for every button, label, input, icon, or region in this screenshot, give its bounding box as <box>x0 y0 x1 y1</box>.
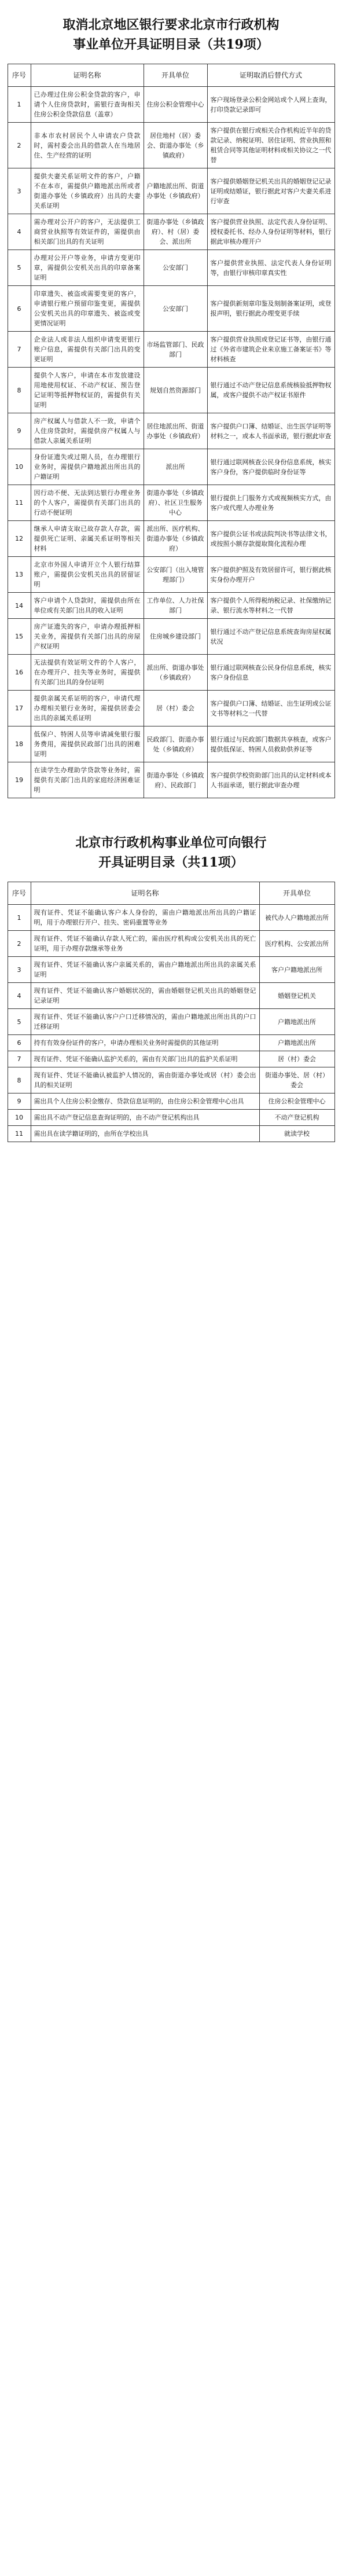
certificate-name: 现有证件、凭证不能确认客户婚姻状况的，需由婚姻登记机关出具的婚姻登记记录证明 <box>31 983 259 1009</box>
issuing-unit: 居住地派出所、街道办事处（乡镇政府） <box>144 413 207 449</box>
table1-header-row <box>8 64 334 87</box>
certificate-name: 现有证件、凭证不能确认被监护人情况的，需由街道办事处或居（村）委会出具的相关证明 <box>31 1067 259 1093</box>
certificate-name: 提供个人客户，申请在本市发放建设用地使用权证、不动产权证、预告登记证明等抵押物权证的，需提供有关证明 <box>31 368 144 413</box>
issuing-unit: 客户户籍地派出所 <box>259 957 334 983</box>
issuing-unit: 住房城乡建设部门 <box>144 619 207 655</box>
table2-header-row <box>8 882 334 905</box>
issuing-unit: 户籍地派出所 <box>259 1035 334 1051</box>
row-number: 10 <box>8 449 31 485</box>
certificate-name: 身份证遗失或过期人员，在办理银行业务时，需提供户籍地派出所出具的户籍证明 <box>31 449 144 485</box>
certificate-name: 现有证件、凭证不能确认客户本人身份的，需由户籍地派出所出具的户籍证明，用于办理银行开户、挂失、密码重置等业务 <box>31 905 259 931</box>
certificate-name: 需出具个人住房公积金缴存、贷款信息证明的，由住房公积金管理中心出具 <box>31 1093 259 1110</box>
replacement-method: 客户现场登录公积金网站或个人网上查询，打印贷款记录即可 <box>207 87 334 123</box>
issuing-unit: 规划自然资源部门 <box>144 368 207 413</box>
replacement-method: 银行通过与民政部门数据共享核查，或客户提供低保证、特困人员救助供养证等 <box>207 726 334 762</box>
table2-header-no: 序号 <box>8 882 31 905</box>
certificate-name: 需出具不动产登记信息查询证明的，由不动产登记机构出具 <box>31 1110 259 1126</box>
certificate-name: 企业法人或非法人组织申请变更银行账户信息，需提供有关部门出具的变更证明 <box>31 332 144 368</box>
table1 <box>8 64 335 798</box>
issuing-unit: 婚姻登记机关 <box>259 983 334 1009</box>
table-row <box>8 557 334 593</box>
issuing-unit: 街道办事处（乡镇政府）、社区卫生服务中心 <box>144 485 207 521</box>
replacement-method: 客户提供户口簿、结婚证、出生证明或公证文书等材料之一代替 <box>207 691 334 726</box>
issuing-unit: 不动产登记机构 <box>259 1110 334 1126</box>
table-row <box>8 1126 334 1142</box>
certificate-name: 无法提供有效证明文件的个人客户，在办理开户、挂失等业务时，需提供有关部门出具的身份证明 <box>31 655 144 691</box>
certificate-name: 现有证件、凭证不能确认客户户口迁移情况的，需由户籍地派出所出具的户口迁移证明 <box>31 1009 259 1035</box>
certificate-name: 因行动不便、无法到达银行办理业务的个人客户，需提供有关部门出具的行动不便证明 <box>31 485 144 521</box>
issuing-unit: 派出所 <box>144 449 207 485</box>
issuing-unit: 市场监管部门、民政部门 <box>144 332 207 368</box>
certificate-name: 客户申请个人贷款时，需提供由所在单位或有关部门出具的收入证明 <box>31 593 144 619</box>
row-number: 6 <box>8 1035 31 1051</box>
row-number: 4 <box>8 983 31 1009</box>
table-row <box>8 1035 334 1051</box>
table-row <box>8 214 334 250</box>
table1-header-method: 证明取消后替代方式 <box>207 64 334 87</box>
table-row <box>8 413 334 449</box>
certificate-name: 已办理过住房公积金贷款的客户，申请个人住房贷款时，需银行查询相关住房公积金贷款信息（盖章） <box>31 87 144 123</box>
row-number: 19 <box>8 762 31 798</box>
issuing-unit: 居住地村（居）委会、街道办事处（乡镇政府） <box>144 123 207 168</box>
table-row <box>8 931 334 957</box>
row-number: 5 <box>8 250 31 286</box>
replacement-method: 客户提供营业执照、法定代表人身份证明、授权委托书、经办人身份证明等材料，银行据此审核办理开户 <box>207 214 334 250</box>
row-number: 14 <box>8 593 31 619</box>
table-row <box>8 726 334 762</box>
bottom-spacer <box>0 1142 342 1156</box>
table1-header-no: 序号 <box>8 64 31 87</box>
certificate-name: 低保户、特困人员等申请减免银行服务费用，需提供民政部门出具的困难证明 <box>31 726 144 762</box>
certificate-name: 继承人申请支取已故存款人存款，需提供死亡证明、亲属关系证明等相关材料 <box>31 521 144 557</box>
table-row <box>8 905 334 931</box>
row-number: 12 <box>8 521 31 557</box>
table-row <box>8 485 334 521</box>
table2-body <box>8 905 334 1142</box>
row-number: 8 <box>8 368 31 413</box>
table-row <box>8 521 334 557</box>
table-row <box>8 87 334 123</box>
row-number: 15 <box>8 619 31 655</box>
row-number: 18 <box>8 726 31 762</box>
replacement-method: 客户提供学校资助部门出具的认定材料或本人书面承诺，银行据此审查办理 <box>207 762 334 798</box>
table-row <box>8 655 334 691</box>
table-row <box>8 332 334 368</box>
table2-title: 北京市行政机构事业单位可向银行 开具证明目录（共11项） <box>75 835 267 870</box>
certificate-name: 提供夫妻关系证明文件的客户，户籍不在本市，需提供户籍地派出所或者街道办事处（乡镇政府）出具的夫妻关系证明 <box>31 168 144 214</box>
table-row <box>8 1051 334 1067</box>
certificate-name: 北京市外国人申请开立个人银行结算账户，需提供公安机关出具的居留证明 <box>31 557 144 593</box>
certificate-name: 现有证件、凭证不能确认存款人死亡的，需由医疗机构或公安机关出具的死亡证明，用于办理存款继承等业务 <box>31 931 259 957</box>
row-number: 3 <box>8 168 31 214</box>
certificate-name: 持有有效身份证件的客户，申请办理相关业务时需提供的其他证明 <box>31 1035 259 1051</box>
row-number: 2 <box>8 123 31 168</box>
row-number: 6 <box>8 286 31 332</box>
certificate-name: 办理对公开户等业务，申请方变更印章，需提供公安机关出具的印章备案证明 <box>31 250 144 286</box>
replacement-method: 客户提供新刻章印鉴及刻制备案证明，或登报声明，银行据此办理变更手续 <box>207 286 334 332</box>
certificate-name: 房产证遗失的客户，申请办理抵押相关业务，需提供有关部门出具的房屋产权证明 <box>31 619 144 655</box>
table-row <box>8 957 334 983</box>
row-number: 10 <box>8 1110 31 1126</box>
row-number: 17 <box>8 691 31 726</box>
table2-header-unit: 开具单位 <box>259 882 334 905</box>
row-number: 5 <box>8 1009 31 1035</box>
row-number: 11 <box>8 485 31 521</box>
row-number: 8 <box>8 1067 31 1093</box>
certificate-name: 在读学生办理助学贷款等业务时，需提供有关部门出具的家庭经济困难证明 <box>31 762 144 798</box>
issuing-unit: 户籍地派出所 <box>259 1009 334 1035</box>
table2-header-name: 证明名称 <box>31 882 259 905</box>
issuing-unit: 公安部门 <box>144 250 207 286</box>
issuing-unit: 住房公积金管理中心 <box>259 1093 334 1110</box>
page <box>0 0 342 1156</box>
row-number: 2 <box>8 931 31 957</box>
replacement-method: 客户提供营业执照、法定代表人身份证明等，由银行审核印章真实性 <box>207 250 334 286</box>
table-row <box>8 762 334 798</box>
table-row <box>8 691 334 726</box>
table1-header-unit: 开具单位 <box>144 64 207 87</box>
replacement-method: 银行通过不动产登记信息系统查询房屋权属状况 <box>207 619 334 655</box>
issuing-unit: 公安部门（出入境管理部门） <box>144 557 207 593</box>
table-row <box>8 123 334 168</box>
table-row <box>8 1110 334 1126</box>
replacement-method: 客户提供在银行或相关合作机构近半年的贷款记录、纳税证明、居住证明、营业执照和租赁合同等其他证明材料或相关协议之一代替 <box>207 123 334 168</box>
table-row <box>8 250 334 286</box>
table2 <box>8 882 335 1142</box>
table-row <box>8 593 334 619</box>
table1-header-name: 证明名称 <box>31 64 144 87</box>
issuing-unit: 公安部门 <box>144 286 207 332</box>
certificate-name: 房产权属人与借款人不一致，申请个人住房贷款时，需提供房产权属人与借款人亲属关系证明 <box>31 413 144 449</box>
table-row <box>8 168 334 214</box>
replacement-method: 客户提供公证书或法院判决书等法律文书，或按照小额存款提取简化流程办理 <box>207 521 334 557</box>
issuing-unit: 居（村）委会 <box>144 691 207 726</box>
replacement-method: 客户提供婚姻登记机关出具的婚姻登记记录证明或结婚证，银行据此对客户夫妻关系进行审查 <box>207 168 334 214</box>
table-row <box>8 368 334 413</box>
issuing-unit: 派出所、医疗机构、街道办事处（乡镇政府） <box>144 521 207 557</box>
replacement-method: 客户提供营业执照或登记证书等，由银行通过《外省市建筑企业来京施工备案证书》等材料核查 <box>207 332 334 368</box>
row-number: 4 <box>8 214 31 250</box>
row-number: 9 <box>8 1093 31 1110</box>
issuing-unit: 街道办事处（乡镇政府）、村（居）委会、派出所 <box>144 214 207 250</box>
certificate-name: 需办理对公开户的客户，无法提供工商营业执照等有效证件的，需提供由相关部门出具的有关证明 <box>31 214 144 250</box>
row-number: 7 <box>8 1051 31 1067</box>
row-number: 3 <box>8 957 31 983</box>
replacement-method: 银行提供上门服务方式或视频核实方式，由客户或代理人办理业务 <box>207 485 334 521</box>
issuing-unit: 医疗机构、公安派出所 <box>259 931 334 957</box>
table-row <box>8 1009 334 1035</box>
table-row <box>8 449 334 485</box>
row-number: 9 <box>8 413 31 449</box>
table-row <box>8 619 334 655</box>
row-number: 16 <box>8 655 31 691</box>
issuing-unit: 街道办事处（乡镇政府）、民政部门 <box>144 762 207 798</box>
replacement-method: 银行通过联网核查公民身份信息系统，核实客户身份，客户提供临时身份证等 <box>207 449 334 485</box>
issuing-unit: 就读学校 <box>259 1126 334 1142</box>
issuing-unit: 街道办事处、居（村）委会 <box>259 1067 334 1093</box>
certificate-name: 非本市农村居民个人申请农户贷款时，需村委会出具的借款人在当地居住、生产经营的证明 <box>31 123 144 168</box>
row-number: 13 <box>8 557 31 593</box>
certificate-name: 提供亲属关系证明的客户，申请代理办理相关银行业务时，需提供居委会出具的亲属关系证明 <box>31 691 144 726</box>
table-row <box>8 1067 334 1093</box>
table-row <box>8 286 334 332</box>
row-number: 11 <box>8 1126 31 1142</box>
issuing-unit: 民政部门、街道办事处（乡镇政府） <box>144 726 207 762</box>
issuing-unit: 工作单位、人力社保部门 <box>144 593 207 619</box>
row-number: 1 <box>8 905 31 931</box>
replacement-method: 客户提供户口簿、结婚证、出生医学证明等材料之一，或本人书面承诺，银行据此审查 <box>207 413 334 449</box>
certificate-name: 印章遗失、被盗或需要变更的客户，申请银行账户预留印鉴变更，需提供公安机关出具的印章遗失、被盗或变更情况证明 <box>31 286 144 332</box>
replacement-method: 客户提供护照及有效居留许可，银行据此核实身份办理开户 <box>207 557 334 593</box>
issuing-unit: 被代办人户籍地派出所 <box>259 905 334 931</box>
table1-title: 取消北京地区银行要求北京市行政机构 事业单位开具证明目录（共19项） <box>62 17 280 52</box>
issuing-unit: 住房公积金管理中心 <box>144 87 207 123</box>
replacement-method: 客户提供个人所得税纳税记录、社保缴纳记录、银行流水等材料之一代替 <box>207 593 334 619</box>
row-number: 7 <box>8 332 31 368</box>
row-number: 1 <box>8 87 31 123</box>
replacement-method: 银行通过不动产登记信息系统核验抵押物权属，或客户提供不动产权证书原件 <box>207 368 334 413</box>
certificate-name: 需出具在读学籍证明的，由所在学校出具 <box>31 1126 259 1142</box>
certificate-name: 现有证件、凭证不能确认监护关系的，需由有关部门出具的监护关系证明 <box>31 1051 259 1067</box>
table1-body <box>8 87 334 798</box>
replacement-method: 银行通过联网核查公民身份信息系统，核实客户身份信息 <box>207 655 334 691</box>
issuing-unit: 居（村）委会 <box>259 1051 334 1067</box>
table-row <box>8 1093 334 1110</box>
issuing-unit: 派出所、街道办事处（乡镇政府） <box>144 655 207 691</box>
issuing-unit: 户籍地派出所、街道办事处（乡镇政府） <box>144 168 207 214</box>
certificate-name: 现有证件、凭证不能确认客户亲属关系的，需由户籍地派出所出具的亲属关系证明 <box>31 957 259 983</box>
table-row <box>8 983 334 1009</box>
